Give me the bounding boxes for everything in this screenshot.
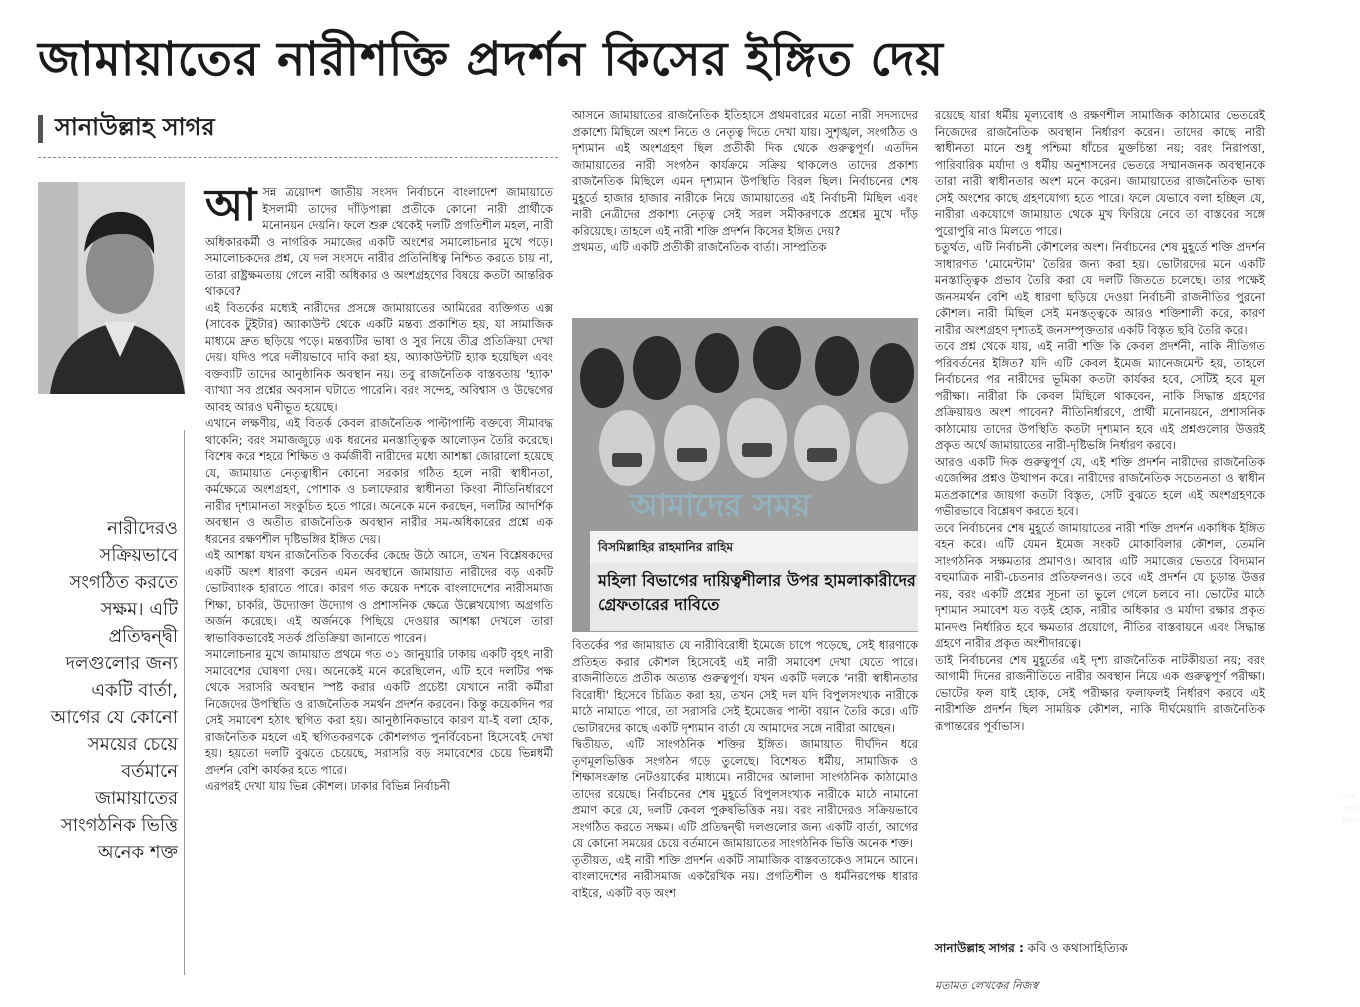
watermark-logo: আমাদের সময় <box>630 486 811 524</box>
paragraph: সমালোচনার মুখে জামায়াত প্রথমে গত ৩১ জানুয়ারি ঢাকায় একটি বৃহৎ নারী সমাবেশের ঘোষণা দেয়। অনেকেই মনে করেছিলেন, এটি হবে দলটির পক্ষ থেকে সরাসরি অবস্থান স্পষ্ট করার একটি প্রচেষ্টা যেখানে নারী কর্মীরা নিজেদের উপস্থিতি ও রাজনৈতিক সমর্থন প্রদর্শন করবেন। কিন্তু কয়েকদিন পর সেই সমাবেশ হঠাৎ স্থগিত করা হয়। আনুষ্ঠানিকভাবে কারণ যা-ই বলা হোক, রাজনৈতিক মহলে এই স্থগিতকরণকে কৌশলগত পুনর্বিবেচনা হিসেবেই দেখা হয়। হয়তো দলটি বুঝতে চেয়েছে, সরাসরি বড় সমাবেশের চেয়ে ভিন্নধর্মী প্রদর্শন বেশি কার্যকর হতে পারে। <box>205 647 553 777</box>
paragraph: এই আশঙ্কা যখন রাজনৈতিক বিতর্কের কেন্দ্রে উঠে আসে, তখন বিশ্লেষকদের একটি অংশ ধারণা করেন এমন অবস্থানে জামায়াত নারীদের বড় একটি ভোটব্যাংক হারাতে পারে। কারণ গত কয়েক দশকে বাংলাদেশের নারীসমাজ শিক্ষা, চাকরি, উদ্যোক্তা উদ্যোগ ও প্রশাসনিক ক্ষেত্রে উল্লেখযোগ্য অগ্রগতি অর্জন করেছে। এই অর্জনকে পিছিয়ে দেওয়ার আশঙ্কা দেখলে তারা স্বাভাবিকভাবেই সতর্ক প্রতিক্রিয়া জানাতে পারেন। <box>205 548 553 645</box>
byline <box>38 113 558 145</box>
paragraph: এরপরই দেখা যায় ভিন্ন কৌশল। ঢাকার বিভিন্ন নির্বাচনী <box>205 779 450 793</box>
byline-divider <box>38 157 558 158</box>
paragraph: তাই নির্বাচনের শেষ মুহূর্তের এই দৃশ্য রাজনৈতিক নাটকীয়তা নয়; বরং আগামী দিনের রাজনীতিতে নারীর অবস্থান নিয়ে এক গুরুত্বপূর্ণ পরীক্ষা। ভোটের ফল যাই হোক, সেই পরীক্ষার ফলাফলই নির্ধারণ করবে এই নারীশক্তি প্রদর্শন ছিল সাময়িক কৌশল, নাকি দীর্ঘমেয়াদি রাজনৈতিক রূপান্তরের পূর্বাভাস। <box>935 652 1265 733</box>
banner-main-text: মহিলা বিভাগের দায়িত্বশীলার উপর হামলাকারীদের গ্রেফতারের দাবিতে <box>590 563 918 631</box>
headline: জামায়াতের নারীশক্তি প্রদর্শন কিসের ইঙ্গিত দেয় <box>38 32 944 87</box>
paragraph: বিতর্কের পর জামায়াত যে নারীবিরোধী ইমেজে চাপে পড়েছে, সেই ধারণাকে প্রতিহত করার কৌশল হিসেবেই এই নারী সমাবেশ দেখা যেতে পারে। রাজনীতিতে প্রতীক অত্যন্ত গুরুত্বপূর্ণ। যখন একটি দলকে 'নারী স্বাধীনতার বিরোধী' হিসেবে চিত্রিত করা হয়, তখন সেই দল যদি বিপুলসংখ্যক নারীকে মাঠে নামাতে পারে, তা সরাসরি সেই ইমেজের পাল্টা বয়ান তৈরি করে। এটি ভোটারদের কাছে একটি দৃশ্যমান বার্তা যে আমাদের সঙ্গে নারীরা আছেন। <box>572 638 918 735</box>
paragraph: তৃতীয়ত, এই নারী শক্তি প্রদর্শন একটি সামাজিক বাস্তবতাকেও সামনে আনে। বাংলাদেশের নারীসমাজ একরৈখিক নয়। প্রগতিশীল ও ধর্মনিরপেক্ষ ধারার বাইরে, একটি বড় অংশ <box>572 852 918 900</box>
paragraph: আসনে জামায়াতের রাজনৈতিক ইতিহাসে প্রথমবারের মতো নারী সদস্যদের প্রকাশ্যে মিছিলে অংশ নিতে ও নেতৃত্ব দিতে দেখা যায়। সুশৃঙ্খল, সংগঠিত ও দৃশ্যমান এই অংশগ্রহণ ছিল প্রতীকী দিক থেকে গুরুত্বপূর্ণ। এতদিন জামায়াতের নারী সংগঠন কার্যক্রমে সক্রিয় থাকলেও তাদের প্রকাশ্য রাজনৈতিক মিছিলে এমন দৃশ্যমান উপস্থিতি বিরল ছিল। নির্বাচনের শেষ মুহূর্তে হাজার হাজার নারীকে নিয়ে জামায়াতের এই নির্বাচনী মিছিল এবং নারী নেত্রীদের প্রকাশ্য নেতৃত্ব সেই সরল সমীকরণকে প্রশ্নের মুখে দাঁড় করিয়েছে। তাহলে এই নারী শক্তি প্রদর্শন কিসের ইঙ্গিত দেয়? <box>572 108 918 238</box>
pull-quote-divider <box>184 430 185 975</box>
paragraph: রয়েছে যারা ধর্মীয় মূল্যবোধ ও রক্ষণশীল সামাজিক কাঠামোর ভেতরেই নিজেদের রাজনৈতিক অবস্থান নির্ধারণ করেন। তাদের কাছে নারী স্বাধীনতা মানে শুধু পশ্চিমা ধাঁচের মুক্তচিন্তা নয়; বরং নিরাপত্তা, পারিবারিক মর্যাদা ও ধর্মীয় অনুশাসনের ভেতরে সম্মানজনক অবস্থানকে তারা নারী স্বাধীনতার অংশ মনে করেন। জামায়াতের রাজনৈতিক ভাষ্য সেই অংশের কাছে গ্রহণযোগ্য হতে পারে। ফলে যেভাবে বলা হচ্ছিল যে, নারীরা একযোগে জামায়াত থেকে মুখ ফিরিয়ে নেবে তা বাস্তবের সঙ্গে পুরোপুরি নাও মিলতে পারে। <box>935 108 1265 238</box>
paragraph: সন্ন ত্রয়োদশ জাতীয় সংসদ নির্বাচনে বাংলাদেশ জামায়াতে ইসলামী তাদের দাঁড়িপাল্লা প্রতীকে কোনো নারী প্রার্থীকে মনোনয়ন দেয়নি। ফলে শুরু থেকেই দলটি প্রগতিশীল মহল, নারী অধিকারকর্মী ও নাগরিক সমাজের একটি অংশের সমালোচনার মুখে পড়ে। সমালোচকদের প্রশ্ন, যে দল সংসদে নারীর প্রতিনিধিত্ব নিশ্চিত করতে চায় না, তারা রাষ্ট্রক্ষমতায় গেলে নারী অধিকার ও অংশগ্রহণের বিষয়ে কতটা আন্তরিক থাকবে? <box>205 185 553 298</box>
author-name: সানাউল্লাহ সাগর <box>55 113 215 141</box>
paragraph: আরও একটি দিক গুরুত্বপূর্ণ যে, এই শক্তি প্রদর্শন নারীদের রাজনৈতিক এজেন্সির প্রশ্নও উত্থাপন করে। নারীদের রাজনৈতিক সচেতনতা ও স্বাধীন মতপ্রকাশের জায়গা কতটা বিস্তৃত, সেটি বুঝতে হলে এই অংশগ্রহণকে গভীরভাবে বিশ্লেষণ করতে হবে। <box>935 454 1265 518</box>
paragraph: তবে নির্বাচনের শেষ মুহূর্তে জামায়াতের নারী শক্তি প্রদর্শন একাধিক ইঙ্গিত বহন করে। এটি যেমন ইমেজ সংকট মোকাবিলার কৌশল, তেমনি সাংগঠনিক সক্ষমতার প্রমাণও। আবার এটি সমাজের ভেতরে বিদ্যমান বহুমাত্রিক নারী-চেতনার প্রতিফলনও। তবে এই প্রদর্শন যে চূড়ান্ত উত্তর নয়, বরং একটি প্রশ্নের সূচনা তা ভুলে গেলে চলবে না। ভোটের মাঠে দৃশ্যমান সমাবেশ যত বড়ই হোক, নারীর অধিকার ও মর্যাদা রক্ষার প্রকৃত মানদণ্ড নির্ধারিত হবে ক্ষমতার প্রয়োগে, নীতির বাস্তবায়নে এবং সিদ্ধান্ত গ্রহণে নারীর প্রকৃত অংশীদারত্বে। <box>935 520 1265 650</box>
paragraph: দ্বিতীয়ত, এটি সাংগঠনিক শক্তির ইঙ্গিত। জামায়াত দীর্ঘদিন ধরে তৃণমূলভিত্তিক সংগঠন গড়ে তুলেছে। বিশেষত ধর্মীয়, সামাজিক ও শিক্ষাসংক্রান্ত নেটওয়ার্কের মাধ্যমে। নারীদের আলাদা সাংগঠনিক কাঠামোও তাদের রয়েছে। নির্বাচনের শেষ মুহূর্তে বিপুলসংখ্যক নারীকে মাঠে নামানো প্রমাণ করে যে, দলটি কেবল পুরুষভিত্তিক নয়। বরং নারীদেরও সক্রিয়ভাবে সংগঠিত করতে সক্ষম। এটি প্রতিদ্বন্দ্বী দলগুলোর জন্য একটি বার্তা, আগের যে কোনো সময়ের চেয়ে বর্তমানে জামায়াতের সাংগঠনিক ভিত্তি অনেক শক্ত। <box>572 737 918 850</box>
article-column-2-bottom <box>572 637 918 999</box>
author-photo <box>38 182 185 394</box>
drop-cap: আ <box>205 180 257 231</box>
paragraph: তবে প্রশ্ন থেকে যায়, এই নারী শক্তি কি কেবল প্রদর্শনী, নাকি নীতিগত পরিবর্তনের ইঙ্গিত? যদি এটি কেবল ইমেজ ম্যানেজমেন্ট হয়, তাহলে নির্বাচনের পর নারীদের ভূমিকা কতটা কার্যকর হবে, সেটিই হবে মূল পরীক্ষা। নারীরা কি কেবল মিছিলে থাকবেন, নাকি সিদ্ধান্ত গ্রহণের প্রক্রিয়ায়ও অংশ পাবেন? নীতিনির্ধারণে, প্রার্থী মনোনয়নে, প্রশাসনিক কাঠামোয় তাদের উপস্থিতি কতটা দৃশ্যমান হবে এই প্রশ্নগুলোর উত্তরই প্রকৃত অর্থে জামায়াতের নারী-দৃষ্টিভঙ্গি নির্ধারণ করবে। <box>935 339 1265 452</box>
author-portrait-graphic <box>38 182 185 394</box>
paragraph: চতুর্থত, এটি নির্বাচনী কৌশলের অংশ। নির্বাচনের শেষ মুহূর্তে শক্তি প্রদর্শন সাধারণত 'মোমেন্টাম' তৈরির জন্য করা হয়। ভোটারদের মনে একটি মনস্তাত্ত্বিক প্রভাব তৈরি করা যে দলটি জিততে চলেছে। তার পক্ষেই জনসমর্থন বেশি এই ধারণা ছড়িয়ে দেওয়া নির্বাচনী রাজনীতির পুরনো কৌশল। নারী মিছিল সেই মনস্তত্ত্বকে আরও শক্তিশালী করে, কারণ নারীর অংশগ্রহণ দৃশ্যতই জনসম্পৃক্ততার একটি বিস্তৃত ছবি তৈরি করে। <box>935 240 1265 337</box>
paragraph: এই বিতর্কের মধ্যেই নারীদের প্রসঙ্গে জামায়াতের আমিরের ব্যক্তিগত এক্স (সাবেক টুইটার) অ্যাকাউন্ট থেকে একটি মন্তব্য প্রকাশিত হয়, যা সামাজিক মাধ্যমে দ্রুত ছড়িয়ে পড়ে। মন্তব্যটির ভাষা ও সুর নিয়ে তীব্র প্রতিক্রিয়া দেখা দেয়। যদিও পরে দলীয়ভাবে দাবি করা হয়, অ্যাকাউন্টটি হ্যাক হয়েছিল এবং বক্তব্যটি তাদের আনুষ্ঠানিক অবস্থান নয়। তবু রাজনৈতিক বাস্তবতায় 'হ্যাক' ব্যাখ্যা সব প্রশ্নের অবসান ঘটাতে পারেনি। বরং সন্দেহ, অবিশ্বাস ও উদ্বেগের আবহ আরও ঘনীভূত হয়েছে। <box>205 300 553 414</box>
signature-name: সানাউল্লাহ সাগর : <box>935 941 1024 955</box>
signature-role: কবি ও কথাসাহিত্যিক <box>1027 941 1128 955</box>
article-column-1 <box>205 180 553 994</box>
banner-top-text: বিসমিল্লাহির রাহমানির রাহিম <box>590 531 918 563</box>
byline-bar <box>38 115 43 143</box>
paragraph: প্রথমত, এটি একটি প্রতীকী রাজনৈতিক বার্তা। সাম্প্রতিক <box>572 240 827 254</box>
paragraph: এখানে লক্ষণীয়, এই বিতর্ক কেবল রাজনৈতিক পাল্টাপাল্টি বক্তব্যে সীমাবদ্ধ থাকেনি; বরং সমাজজুড়ে এক ধরনের মনস্তাত্ত্বিক আলোড়ন তৈরি করেছে। বিশেষ করে শহরে শিক্ষিত ও কর্মজীবী নারীদের মধ্যে আশঙ্কা জোরালো হয়েছে যে, জামায়াত নেতৃত্বাধীন কোনো সরকার গঠিত হলে নারী স্বাধীনতা, কর্মক্ষেত্রে অংশগ্রহণ, পোশাক ও চলাফেরার স্বাধীনতা কিংবা নীতিনির্ধারণে নারীর দৃশ্যমানতা সংকুচিত হতে পারে। অনেকে মনে করছেন, দলটির আদর্শিক অবস্থান ও অতীত রাজনৈতিক অবস্থান নারীর সম-অধিকারের প্রশ্নে এক ধরনের রক্ষণশীল দৃষ্টিভঙ্গির ইঙ্গিত দেয়। <box>205 416 553 546</box>
pull-quote: নারীদেরও সক্রিয়ভাবে সংগঠিত করতে সক্ষম। এটি প্রতিদ্বন্দ্বী দলগুলোর জন্য একটি বার্তা, আগের যে কোনো সময়ের চেয়ে বর্তমানে জামায়াতের সাংগঠনিক ভিত্তি অনেক শক্ত <box>50 518 178 863</box>
photo-credit: নতুন ধারার দৈনিক <box>1342 793 1360 825</box>
article-column-3 <box>935 107 1265 887</box>
article-column-2-top <box>572 107 918 312</box>
opinion-disclaimer: মতামত লেখকের নিজস্ব <box>935 979 1039 992</box>
author-signature <box>935 940 1128 960</box>
